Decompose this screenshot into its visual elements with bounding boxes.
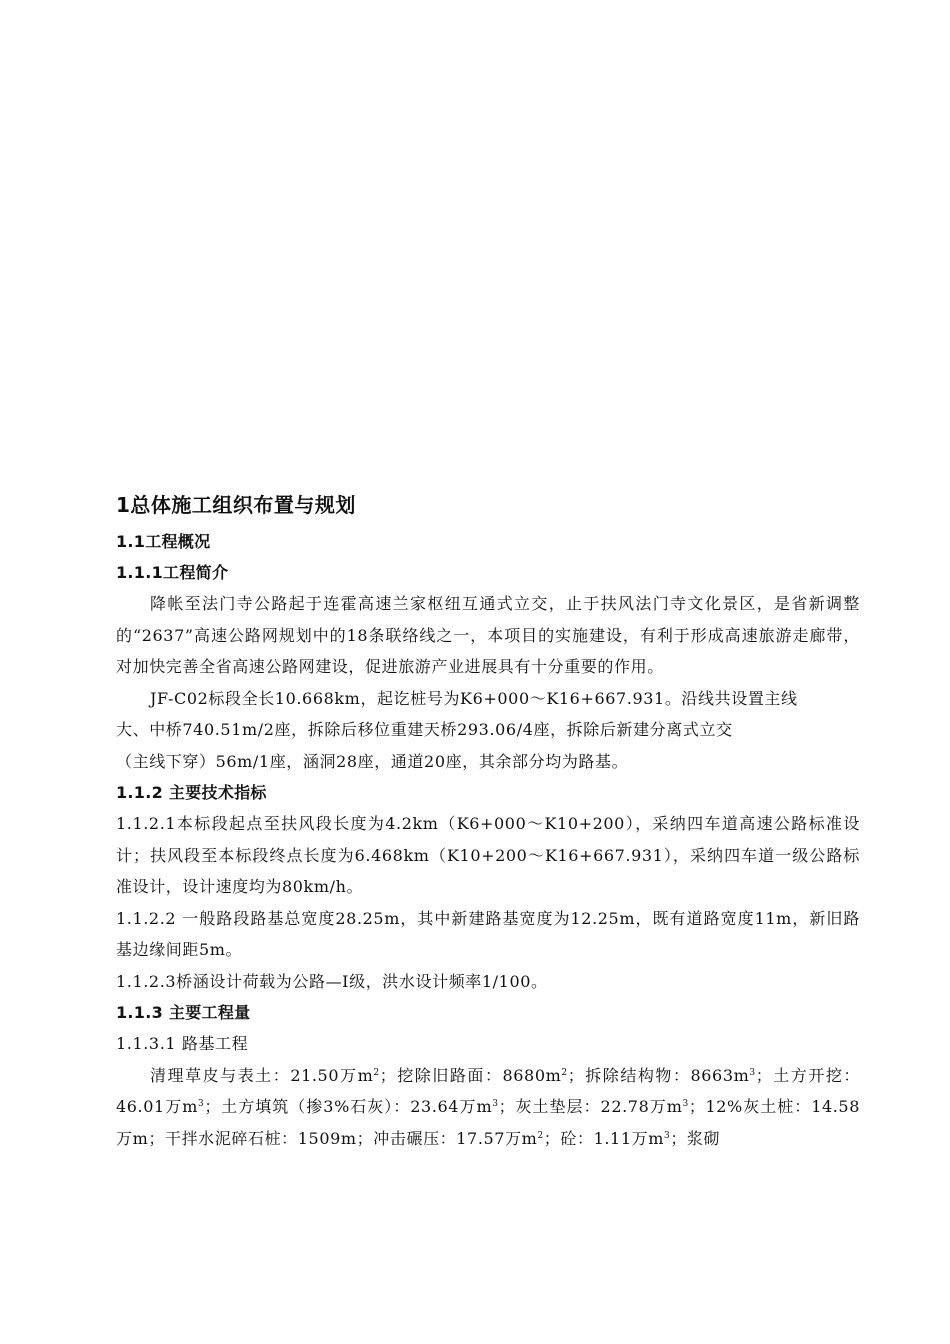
- superscript-4: 3: [197, 1099, 205, 1109]
- paragraph-indicator-2: 1.1.2.2 一般路段路基总宽度28.25m，其中新建路基宽度为12.25m，既有道路宽度11m，新旧路基边缘间距5m。: [116, 908, 860, 959]
- quantity-text-4: ；土方开挖：46.01万m: [116, 1065, 860, 1116]
- superscript-3: 3: [749, 1067, 756, 1078]
- paragraph-project-intro: 降帐至法门寺公路起于连霍高速兰家枢纽互通式立交，止于扶风法门寺文化景区，是省新调整的“2637”高速公路网规划中的18条联络线之一，本项目的实施建设，有利于形成高速旅游走廊带，对加快完善全省高速公路网建设，促进旅游产业进展具有十分重要的作用。: [116, 594, 860, 676]
- quantity-text-8: ；砼：1.11万m: [543, 1128, 664, 1148]
- superscript-5: 3: [492, 1099, 499, 1109]
- subsubsection-heading-subgrade: 1.1.3.1 路基工程: [116, 1034, 249, 1053]
- document-page: [116, 486, 860, 1154]
- paragraph-subgrade-quantities: [116, 1060, 860, 1155]
- paragraph-section-length-line2: 大、中桥740.51m/2座，拆除后移位重建天桥293.06/4座，拆除后新建分离式立交: [116, 720, 733, 739]
- quantity-text-7: ；12%灰土桩：14.58万m；干拌水泥碎石桩：1509m；冲击碾压：17.57万m: [116, 1097, 860, 1148]
- chapter-title: 1总体施工组织布置与规划: [116, 493, 356, 517]
- subsection-heading-main-quantities: 1.1.3 主要工程量: [116, 1003, 251, 1022]
- quantity-text-3: ；拆除结构物：8663m: [567, 1065, 750, 1085]
- superscript-2: 2: [561, 1067, 568, 1078]
- quantity-text-9: ；浆砌: [670, 1128, 721, 1148]
- quantity-text-2: ；挖除旧路面：8680m: [379, 1065, 562, 1085]
- quantity-text-1: 清理草皮与表土：21.50万m: [150, 1065, 374, 1085]
- superscript-1: 2: [373, 1067, 380, 1078]
- section-heading-project-overview: 1.1工程概况: [116, 532, 211, 551]
- subsection-heading-project-intro: 1.1.1工程简介: [116, 563, 229, 582]
- paragraph-section-length-line1: JF-C02标段全长10.668km，起讫桩号为K6+000～K16+667.931。沿线共设置主线: [150, 688, 798, 708]
- quantity-text-6: ；灰土垫层：22.78万m: [498, 1097, 683, 1116]
- subsection-heading-technical-indicators: 1.1.2 主要技术指标: [116, 783, 267, 802]
- paragraph-section-length-line3: （主线下穿）56m/1座，涵洞28座，通道20座，其余部分均为路基。: [116, 751, 629, 771]
- quantity-text-5: ；土方填筑（掺3%石灰）：23.64万m: [204, 1097, 493, 1116]
- paragraph-indicator-1: 1.1.2.1本标段起点至扶风段长度为4.2km（K6+000～K10+200），采纳四车道高速公路标准设计；扶风段至本标段终点长度为6.468km（K10+200～K16+667.931），采纳四车道一级公路标准设计，设计速度均为80km/h。: [116, 814, 860, 896]
- paragraph-indicator-3: 1.1.2.3桥涵设计荷载为公路—I级，洪水设计频率1/100。: [116, 971, 548, 991]
- superscript-7: 2: [537, 1130, 544, 1141]
- superscript-6: 3: [682, 1099, 689, 1109]
- superscript-8: 3: [663, 1130, 671, 1141]
